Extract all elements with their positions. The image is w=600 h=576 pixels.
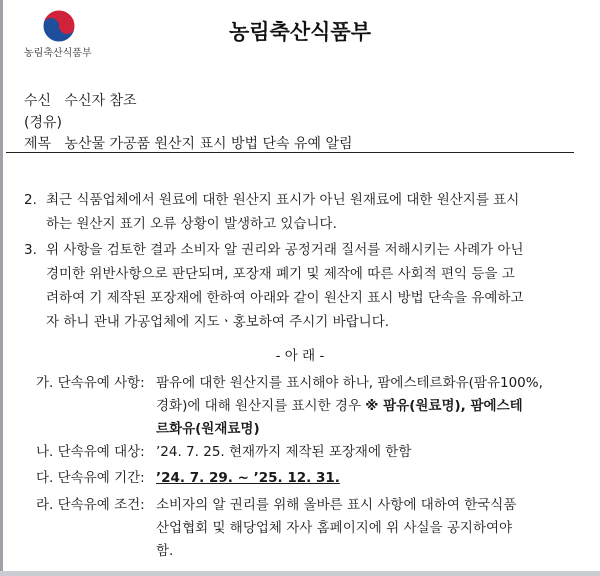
detail-period-text: ’24. 7. 29. ~ ’25. 12. 31. (156, 470, 340, 486)
detail-bold-text: 르화유(원재료명) (156, 421, 260, 437)
item-number: 2. (24, 192, 37, 208)
item-line: 위 사항을 검토한 결과 소비자 알 권리와 공정거래 질서를 저해시키는 사례가 아닌 (46, 242, 524, 258)
subject-divider (6, 152, 574, 153)
recipient-label: 수신 (24, 93, 52, 109)
detail-text: 소비자의 알 권리를 위해 올바른 표시 사항에 대하여 한국식품 (156, 497, 517, 513)
subject-label: 제목 (24, 136, 52, 152)
recipient-value: 수신자 참조 (64, 93, 137, 109)
detail-label: 나. 단속유예 대상: (36, 444, 145, 460)
detail-bold-text: ※ 팜유(원료명), 팜에스테 (365, 398, 523, 414)
detail-label: 가. 단속유예 사항: (36, 375, 145, 391)
subject-value: 농산물 가공품 원산지 표시 방법 단속 유예 알림 (64, 136, 353, 152)
detail-label: 다. 단속유예 기간: (36, 470, 145, 486)
detail-text: 산업협회 및 해당업체 자사 홈페이지에 위 사실을 공지하여야 (156, 520, 513, 536)
section-separator: - 아 래 - (275, 348, 325, 364)
item-3 (24, 238, 584, 334)
window-frame-left (0, 0, 3, 576)
via-line: (경유) (24, 115, 62, 131)
detail-text: ’24. 7. 25. 현재까지 제작된 포장재에 한함 (156, 444, 412, 460)
window-frame-bottom (0, 571, 600, 576)
item-line: 자 하니 관내 가공업체에 지도ㆍ홍보하여 주시기 바랍니다. (46, 314, 390, 330)
detail-text: 경화)에 대해 원산지를 표시한 경우 (156, 398, 366, 414)
item-line: 하는 원산지 표기 오류 상황이 발생하고 있습니다. (46, 216, 337, 232)
detail-text: 팜유에 대한 원산지를 표시해야 하나, 팜에스테르화유(팜유100%, (156, 375, 543, 391)
item-line: 경미한 위반사항으로 판단되며, 포장재 폐기 및 제작에 따른 사회적 편익 등을 고 (46, 266, 515, 282)
subject-line (24, 133, 353, 153)
item-line: 려하여 기 제작된 포장재에 한하여 아래와 같이 원산지 표시 방법 단속을 유예하고 (46, 290, 524, 306)
item-number: 3. (24, 242, 37, 258)
detail-text: 함. (156, 543, 174, 559)
ministry-title: 농림축산식품부 (228, 20, 371, 44)
logo-text: 농림축산식품부 (24, 48, 92, 59)
item-2 (24, 188, 584, 236)
item-line: 최근 식품업체에서 원료에 대한 원산지 표시가 아닌 원재료에 대한 원산지를 표시 (46, 192, 520, 208)
detail-label: 라. 단속유예 조건: (36, 497, 145, 513)
recipient-line (24, 90, 137, 110)
